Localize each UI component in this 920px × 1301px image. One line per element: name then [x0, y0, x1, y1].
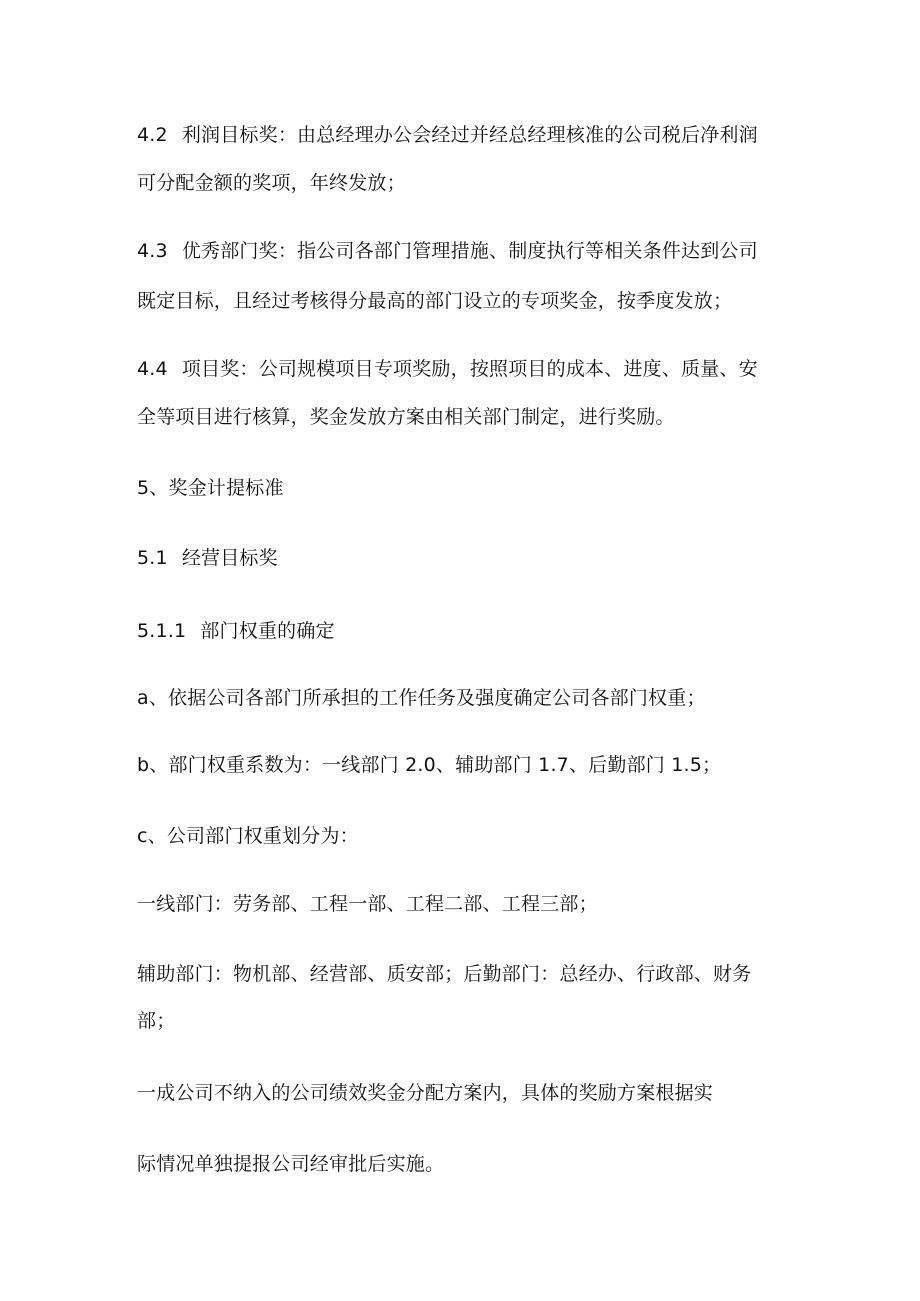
section-number: 5.1.1 [137, 620, 187, 642]
frontline-departments [137, 891, 787, 917]
para-4-2-line-1 [137, 122, 787, 148]
item-a [137, 685, 787, 711]
line-text: 辅助部门：物机部、经营部、质安部；后勤部门：总经办、行政部、财务 [137, 963, 752, 985]
line-text: 优秀部门奖：指公司各部门管理措施、制度执行等相关条件达到公司 [181, 240, 758, 262]
para-4-4-line-2 [137, 404, 787, 430]
heading-5-1 [137, 545, 787, 571]
section-number: 4.2 [137, 124, 168, 146]
section-number: 4.3 [137, 240, 168, 262]
line-text: 际情况单独提报公司经审批后实施。 [137, 1153, 445, 1175]
line-text: 既定目标，且经过考核得分最高的部门设立的专项奖金，按季度发放； [137, 290, 733, 312]
heading-5-1-1 [137, 618, 787, 644]
para-4-4-line-1 [137, 356, 787, 382]
support-departments-line-2 [137, 1008, 787, 1034]
section-number: 5.1 [137, 547, 168, 569]
line-text: 项目奖：公司规模项目专项奖励，按照项目的成本、进度、质量、安 [181, 358, 758, 380]
line-text: b、部门权重系数为：一线部门 2.0、辅助部门 1.7、后勤部门 1.5； [137, 754, 722, 776]
item-b [137, 752, 787, 778]
para-4-3-line-1 [137, 238, 787, 264]
heading-5 [137, 475, 787, 501]
line-text: 部门权重的确定 [200, 620, 335, 642]
line-text: 5、奖金计提标准 [137, 477, 284, 499]
line-text: 利润目标奖：由总经理办公会经过并经总经理核准的公司税后净利润 [181, 124, 758, 146]
line-text: a、依据公司各部门所承担的工作任务及强度确定公司各部门权重； [137, 687, 706, 709]
line-text: 全等项目进行核算，奖金发放方案由相关部门制定，进行奖励。 [137, 406, 675, 428]
line-text: 部； [137, 1010, 176, 1032]
item-c [137, 823, 787, 849]
note-line-1 [137, 1080, 787, 1106]
support-departments-line-1 [137, 961, 787, 987]
line-text: 一线部门：劳务部、工程一部、工程二部、工程三部； [137, 893, 598, 915]
section-number: 4.4 [137, 358, 168, 380]
para-4-2-line-2 [137, 170, 787, 196]
line-text: 一成公司不纳入的公司绩效奖金分配方案内，具体的奖励方案根据实 [137, 1082, 714, 1104]
line-text: 经营目标奖 [181, 547, 278, 569]
line-text: 可分配金额的奖项，年终发放； [137, 172, 406, 194]
note-line-2 [137, 1151, 787, 1177]
para-4-3-line-2 [137, 288, 787, 314]
line-text: c、公司部门权重划分为： [137, 825, 359, 847]
